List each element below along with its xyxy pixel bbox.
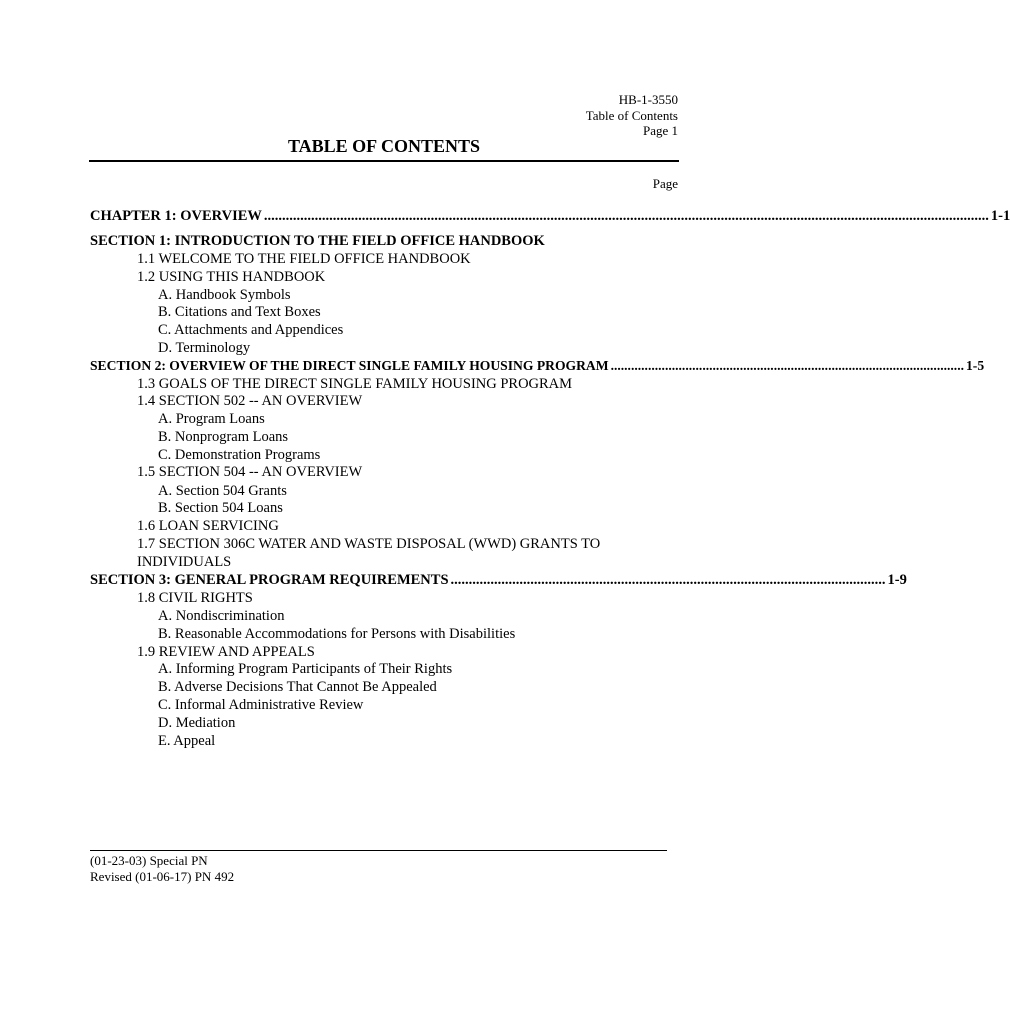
toc-entry-1-4-a[interactable]: A. Program Loans bbox=[158, 411, 265, 427]
doc-section: Table of Contents bbox=[585, 107, 678, 123]
footer-revision: Revised (01-06-17) PN 492 bbox=[90, 868, 235, 884]
toc-entry-1-2-b[interactable]: B. Citations and Text Boxes bbox=[158, 304, 321, 320]
dot-leader: ........................................................................................................................ bbox=[450, 572, 886, 588]
toc-entry-1-9-a[interactable]: A. Informing Program Participants of Their Rights bbox=[158, 661, 453, 677]
dot-leader: ........................................................................................................ bbox=[610, 358, 964, 373]
toc-entry-chapter-1[interactable] bbox=[90, 207, 1010, 225]
toc-entry-1-2-c[interactable]: C. Attachments and Appendices bbox=[158, 322, 344, 338]
toc-entry-1-9-b[interactable]: B. Adverse Decisions That Cannot Be Appealed bbox=[158, 679, 437, 695]
toc-entry-1-4-c[interactable]: C. Demonstration Programs bbox=[158, 447, 321, 463]
toc-entry-1-6[interactable]: 1.6 LOAN SERVICING bbox=[137, 518, 279, 534]
document-header bbox=[586, 92, 678, 139]
toc-entry-1-2-d[interactable]: D. Terminology bbox=[158, 340, 251, 356]
toc-entry-1-7[interactable]: 1.7 SECTION 306C WATER AND WASTE DISPOSAL (WWD) GRANTS TO INDIVIDUALS bbox=[137, 536, 601, 570]
footer-issue-date: (01-23-03) Special PN bbox=[90, 853, 208, 868]
toc-entry-1-8-b[interactable]: B. Reasonable Accommodations for Persons with Disabilities bbox=[158, 626, 516, 642]
dot-leader: ........................................................................................................................................................................................................ bbox=[263, 208, 989, 224]
page-title: TABLE OF CONTENTS bbox=[287, 136, 481, 156]
toc-entry-1-5-b[interactable]: B. Section 504 Loans bbox=[158, 500, 283, 516]
toc-entry-1-5[interactable]: 1.5 SECTION 504 -- AN OVERVIEW bbox=[137, 464, 363, 480]
toc-entry-text: SECTION 3: GENERAL PROGRAM REQUIREMENTS bbox=[90, 572, 449, 588]
toc-entry-1-1[interactable]: 1.1 WELCOME TO THE FIELD OFFICE HANDBOOK bbox=[137, 251, 471, 267]
toc-entry-page: 1-1 bbox=[990, 208, 1010, 224]
toc-entry-1-9-c[interactable]: C. Informal Administrative Review bbox=[158, 697, 364, 713]
toc-entry-1-3[interactable]: 1.3 GOALS OF THE DIRECT SINGLE FAMILY HOUSING PROGRAM bbox=[137, 376, 573, 392]
doc-id: HB-1-3550 bbox=[618, 92, 678, 107]
page-number: Page 1 bbox=[642, 123, 678, 138]
toc-entry-1-4-b[interactable]: B. Nonprogram Loans bbox=[158, 429, 289, 445]
footer-divider bbox=[90, 850, 667, 851]
toc-entry-1-9-e[interactable]: E. Appeal bbox=[158, 733, 216, 749]
toc-entry-1-2-a[interactable]: A. Handbook Symbols bbox=[158, 287, 291, 303]
toc-entry-1-2[interactable]: 1.2 USING THIS HANDBOOK bbox=[137, 269, 326, 285]
toc-entry-1-8-a[interactable]: A. Nondiscrimination bbox=[158, 608, 285, 624]
document-footer bbox=[90, 853, 234, 884]
toc-entry-text: SECTION 2: OVERVIEW OF THE DIRECT SINGLE FAMILY HOUSING PROGRAM bbox=[90, 358, 609, 373]
toc-entry-section-1[interactable]: SECTION 1: INTRODUCTION TO THE FIELD OFFICE HANDBOOK bbox=[90, 233, 545, 249]
toc-entry-page: 1-5 bbox=[966, 358, 985, 373]
toc-entry-text: CHAPTER 1: OVERVIEW bbox=[90, 208, 262, 224]
toc-entry-page: 1-9 bbox=[887, 572, 907, 588]
toc-entry-1-9[interactable]: 1.9 REVIEW AND APPEALS bbox=[137, 644, 315, 660]
toc-entry-section-3[interactable] bbox=[90, 571, 907, 589]
title-divider bbox=[89, 160, 679, 162]
toc-entry-1-9-d[interactable]: D. Mediation bbox=[158, 715, 236, 731]
toc-entry-1-4[interactable]: 1.4 SECTION 502 -- AN OVERVIEW bbox=[137, 393, 363, 409]
toc-entry-section-2[interactable] bbox=[90, 357, 985, 375]
toc-entry-1-5-a[interactable]: A. Section 504 Grants bbox=[158, 483, 287, 499]
toc-entry-1-8[interactable]: 1.8 CIVIL RIGHTS bbox=[137, 590, 253, 606]
page-column-label: Page bbox=[652, 176, 678, 191]
